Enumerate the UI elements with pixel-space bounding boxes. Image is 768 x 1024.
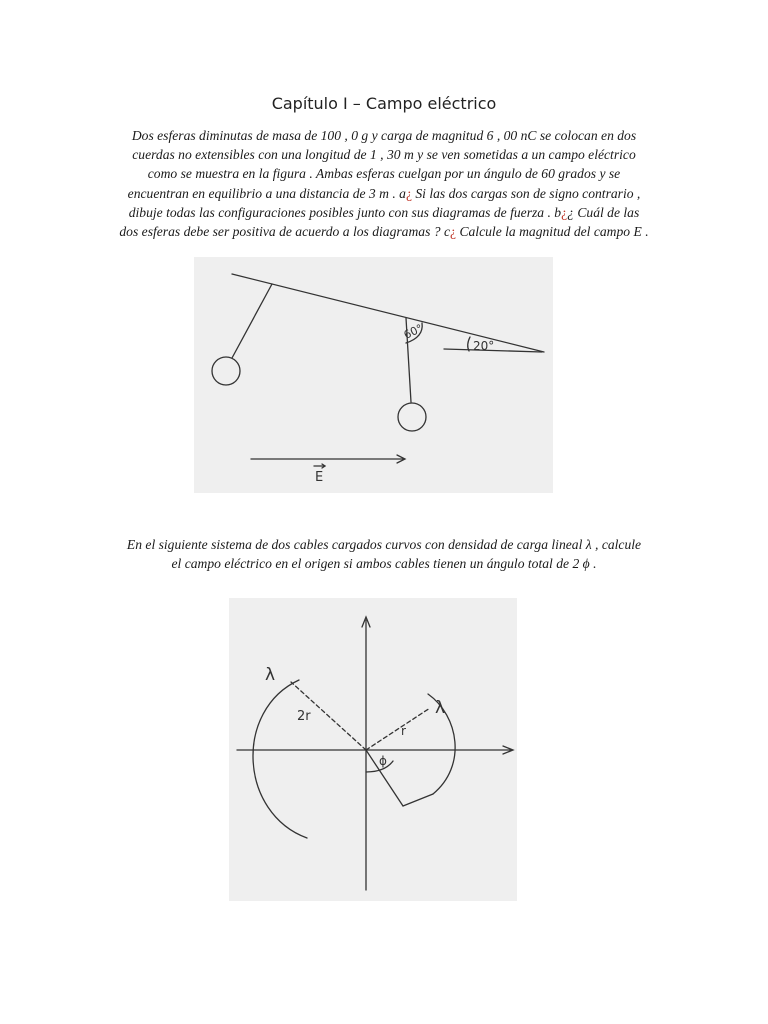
line-text: Calcule la magnitud del campo E . [456, 224, 649, 240]
figure-hanging-spheres [194, 257, 553, 493]
lambda-label-left: λ [265, 665, 276, 685]
problem-1-line [90, 222, 678, 241]
line-text: cuerdas no extensibles con una longitud de 1 , 30 m y se ven sometidas a un campo eléctrico [132, 147, 636, 163]
angle-arc-20 [468, 337, 470, 351]
radius-label-large: 2r [297, 709, 311, 724]
line-text: Dos esferas diminutas de masa de 100 , 0 g y carga de magnitud 6 , 00 nC se colocan en dos [131, 128, 637, 143]
line-text: dibuje todas las configuraciones posibles junto con sus diagramas de fuerza . b [128, 204, 562, 220]
problem-1-line [90, 164, 678, 183]
field-label: E [315, 470, 324, 485]
problem-1-text [90, 126, 678, 241]
line-text: dos esferas debe ser positiva de acuerdo a los diagramas ? c [119, 224, 450, 240]
inverted-question-mark: ¿ [450, 224, 457, 240]
sphere-left [212, 357, 240, 385]
string-left [232, 284, 272, 358]
angle-label-60: 60° [401, 321, 425, 342]
problem-1-line [90, 145, 678, 164]
problem-2-text [90, 535, 678, 573]
problem-1-line [90, 126, 678, 145]
figure-curved-cables-drawing [229, 598, 517, 901]
lambda-label-right: λ [435, 698, 446, 718]
line-text: ¿ Cuál de las [567, 204, 640, 220]
line-text: encuentran en equilibrio a una distancia de 3 m . a [127, 185, 406, 201]
problem-1-line [90, 203, 678, 222]
problem-1-line [90, 184, 678, 203]
cable-arc-large [253, 680, 307, 838]
arc-end-segment [403, 794, 433, 806]
problem-2-line: En el siguiente sistema de dos cables cargados curvos con densidad de carga lineal λ , calcule [126, 537, 642, 552]
sphere-right [398, 403, 426, 431]
incline-line [232, 274, 544, 352]
radius-label-small: r [401, 724, 406, 738]
inverted-question-mark: ¿ [405, 185, 412, 201]
figure-curved-cables [229, 598, 517, 901]
radius-line-small [366, 708, 430, 750]
angle-label-phi: ϕ [379, 754, 387, 768]
page-title: Capítulo I – Campo eléctrico [271, 94, 497, 113]
inverted-question-mark: ¿ [561, 204, 568, 220]
line-text: como se muestra en la figura . Ambas esferas cuelgan por un ángulo de 60 grados y se [147, 166, 621, 182]
problem-2-line: el campo eléctrico en el origen si ambos cables tienen un ángulo total de 2 ϕ . [171, 556, 597, 572]
angle-label-20: 20° [473, 339, 495, 353]
line-text: Si las dos cargas son de signo contrario , [411, 185, 641, 201]
figure-hanging-spheres-drawing [194, 257, 553, 493]
